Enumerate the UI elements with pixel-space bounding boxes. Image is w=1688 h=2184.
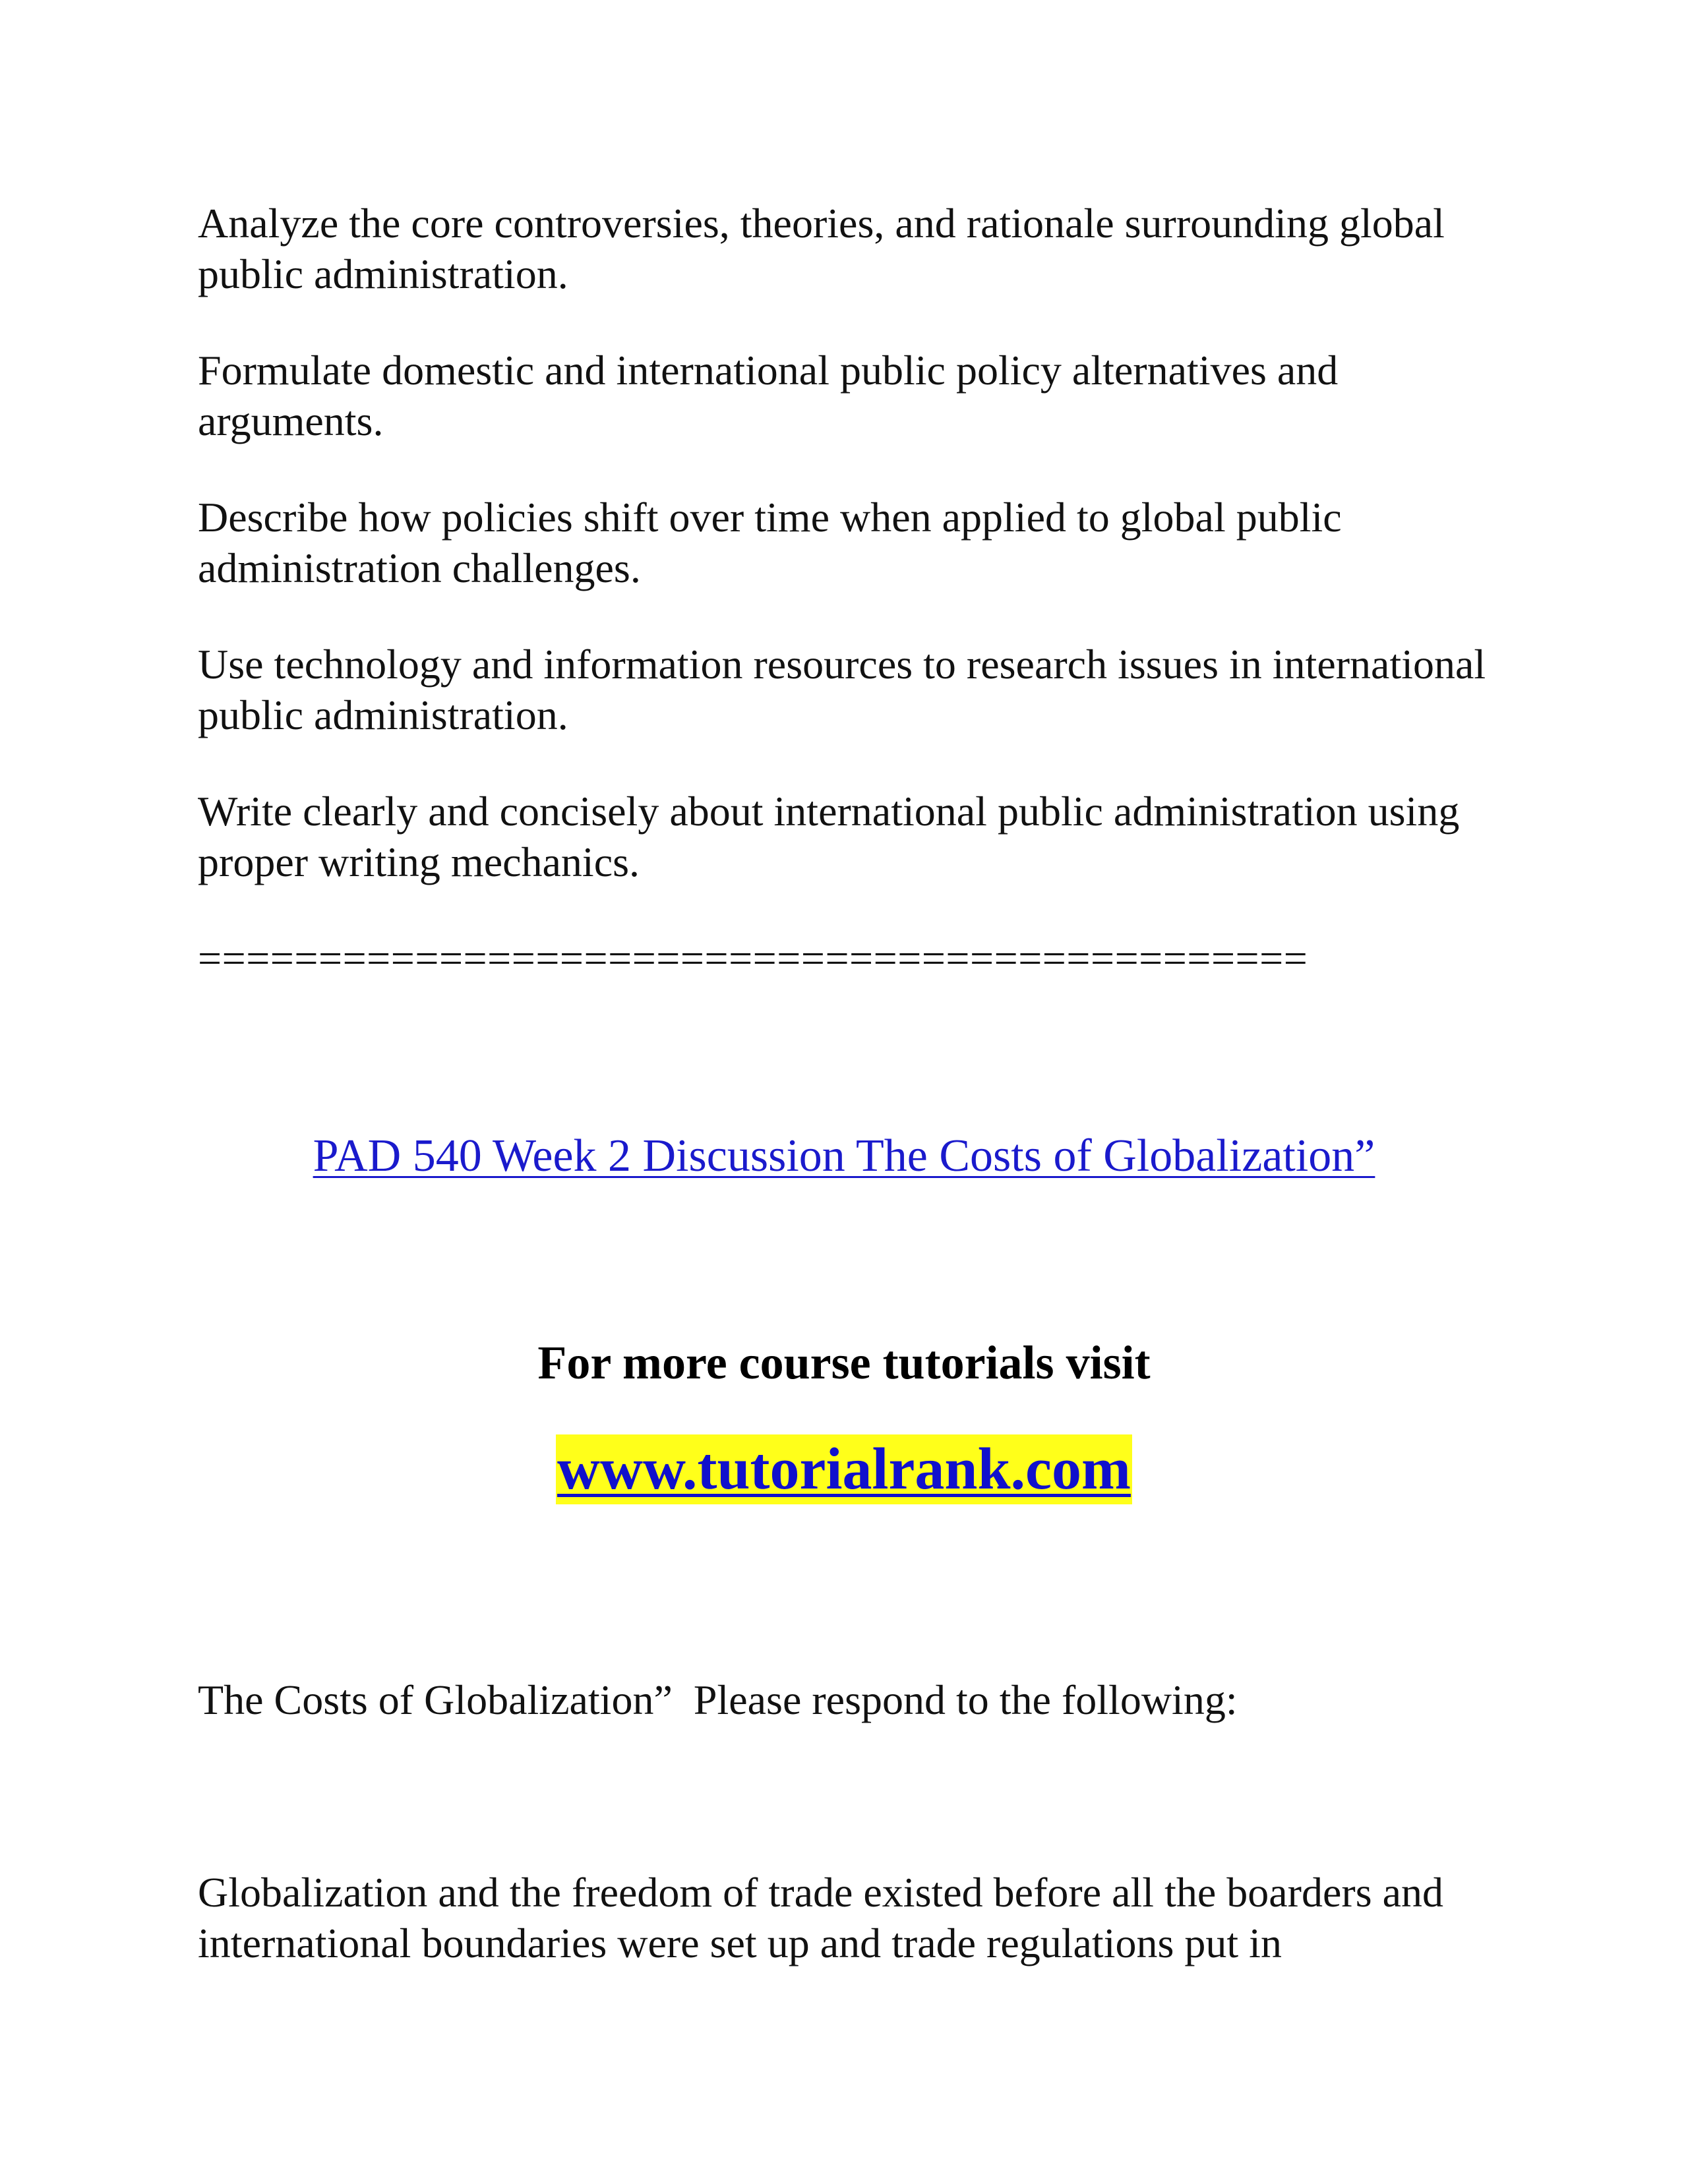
objective-5: Write clearly and concisely about international public administration using proper writing mechanics.: [198, 788, 1460, 885]
promo-website-link[interactable]: www.tutorialrank.com: [556, 1434, 1132, 1504]
discussion-title-link[interactable]: PAD 540 Week 2 Discussion The Costs of Globalization”: [313, 1131, 1375, 1181]
objective-3: Describe how policies shift over time when applied to global public administration challenges.: [198, 494, 1342, 591]
promo-link-container: [0, 1434, 1688, 1504]
promo-heading: For more course tutorials visit: [537, 1336, 1151, 1389]
objective-2: Formulate domestic and international public policy alternatives and arguments.: [198, 347, 1339, 444]
discussion-prompt: The Costs of Globalization” Please respond to the following:: [198, 1676, 1238, 1723]
objective-1: Analyze the core controversies, theories, and rationale surrounding global public administration.: [198, 200, 1445, 297]
body-paragraph: Globalization and the freedom of trade existed before all the boarders and international boundaries were set up and trade regulations put in: [198, 1869, 1443, 1966]
objective-4: Use technology and information resources to research issues in international public administration.: [198, 641, 1486, 738]
section-divider: ==============================================: [198, 935, 1308, 982]
